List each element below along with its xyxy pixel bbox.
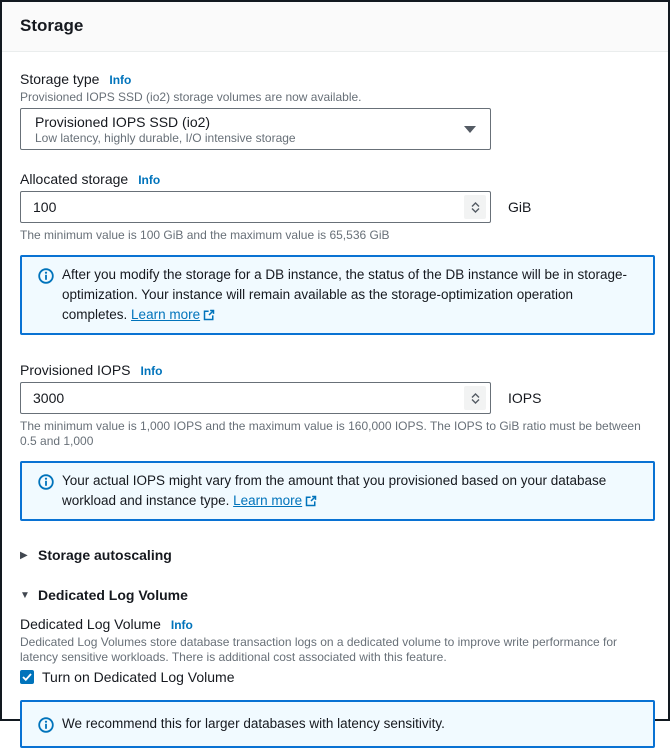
storage-optimization-alert [20,255,655,335]
stepper-up-icon [471,202,480,207]
storage-type-selected-value: Provisioned IOPS SSD (io2) [35,113,211,130]
alert-text-body: Your actual IOPS might vary from the amount that you provisioned based on your database workload and instance type. [62,473,607,508]
turn-on-dlv-checkbox-row[interactable] [20,668,653,686]
provisioned-iops-input[interactable] [20,382,491,414]
info-icon [38,717,54,733]
provisioned-iops-label: Provisioned IOPS [20,362,131,378]
provisioned-iops-info-link[interactable]: Info [140,364,163,378]
stepper-down-icon [471,208,480,213]
info-icon [38,474,54,490]
provisioned-iops-input-row [20,382,653,414]
allocated-storage-input-row [20,191,653,223]
allocated-storage-input-wrap [20,191,491,223]
storage-type-info-link[interactable]: Info [109,73,132,87]
dedicated-log-volume-label-row [20,615,653,634]
provisioned-iops-constraint: The minimum value is 1,000 IOPS and the maximum value is 160,000 IOPS. The IOPS to GiB ratio must be between 0.5 and 1,000 [20,419,641,448]
dedicated-log-volume-info-link[interactable]: Info [170,618,193,632]
storage-type-selected-subtitle: Low latency, highly durable, I/O intensive storage [35,130,296,145]
dlv-recommend-alert [20,700,655,748]
provisioned-iops-field [20,361,653,449]
caret-right-icon: ▶ [20,549,28,561]
dedicated-log-volume-expander-label: Dedicated Log Volume [38,587,188,603]
alert-text-body: After you modify the storage for a DB instance, the status of the DB instance will be in storage-optimization. Your instance will remain available as the storage-optimization operation completes. [62,267,628,322]
allocated-storage-unit: GiB [508,199,532,215]
iops-vary-learn-more-link[interactable]: Learn more [233,493,303,508]
provisioned-iops-stepper[interactable] [464,386,486,410]
storage-type-select-texts [35,113,464,146]
dedicated-log-volume-label: Dedicated Log Volume [20,616,161,632]
iops-vary-alert [20,461,655,521]
turn-on-dlv-checkbox-label[interactable]: Turn on Dedicated Log Volume [42,669,235,685]
section-content [2,52,668,748]
info-icon [38,268,54,284]
dedicated-log-volume-field [20,615,653,686]
storage-optimization-alert-text [62,265,639,325]
storage-type-description: Provisioned IOPS SSD (io2) storage volumes are now available. [20,90,362,104]
storage-autoscaling-expander-label: Storage autoscaling [38,547,172,563]
allocated-storage-label-row [20,170,653,189]
checkmark-icon [22,673,32,681]
storage-type-select[interactable] [20,108,491,150]
storage-optimization-learn-more-link[interactable]: Learn more [131,307,201,322]
stepper-down-icon [471,399,480,404]
allocated-storage-label: Allocated storage [20,171,129,187]
dlv-recommend-alert-text [62,714,445,734]
section-header [2,2,668,52]
external-link-icon [203,309,215,321]
provisioned-iops-label-row [20,361,653,380]
dedicated-log-volume-description: Dedicated Log Volumes store database transaction logs on a dedicated volume to improve write performance for latency sensitive workloads. There is additional cost associated with this feature. [20,635,617,664]
dedicated-log-volume-expander[interactable] [20,587,653,603]
chevron-down-icon [464,126,476,133]
allocated-storage-field [20,170,653,243]
provisioned-iops-unit: IOPS [508,390,542,406]
storage-autoscaling-expander[interactable] [20,547,653,563]
section-title: Storage [20,16,84,35]
iops-vary-alert-text [62,471,639,511]
storage-type-field [20,70,653,150]
allocated-storage-stepper[interactable] [464,195,486,219]
checkbox-checked-icon[interactable] [20,670,34,684]
storage-type-label-row [20,70,653,89]
caret-down-icon: ▼ [20,589,30,601]
allocated-storage-constraint: The minimum value is 100 GiB and the maximum value is 65,536 GiB [20,228,390,242]
allocated-storage-info-link[interactable]: Info [138,173,161,187]
external-link-icon [305,495,317,507]
storage-type-label: Storage type [20,71,100,87]
provisioned-iops-input-wrap [20,382,491,414]
allocated-storage-input[interactable] [20,191,491,223]
stepper-up-icon [471,393,480,398]
alert-text-body: We recommend this for larger databases with latency sensitivity. [62,716,445,731]
